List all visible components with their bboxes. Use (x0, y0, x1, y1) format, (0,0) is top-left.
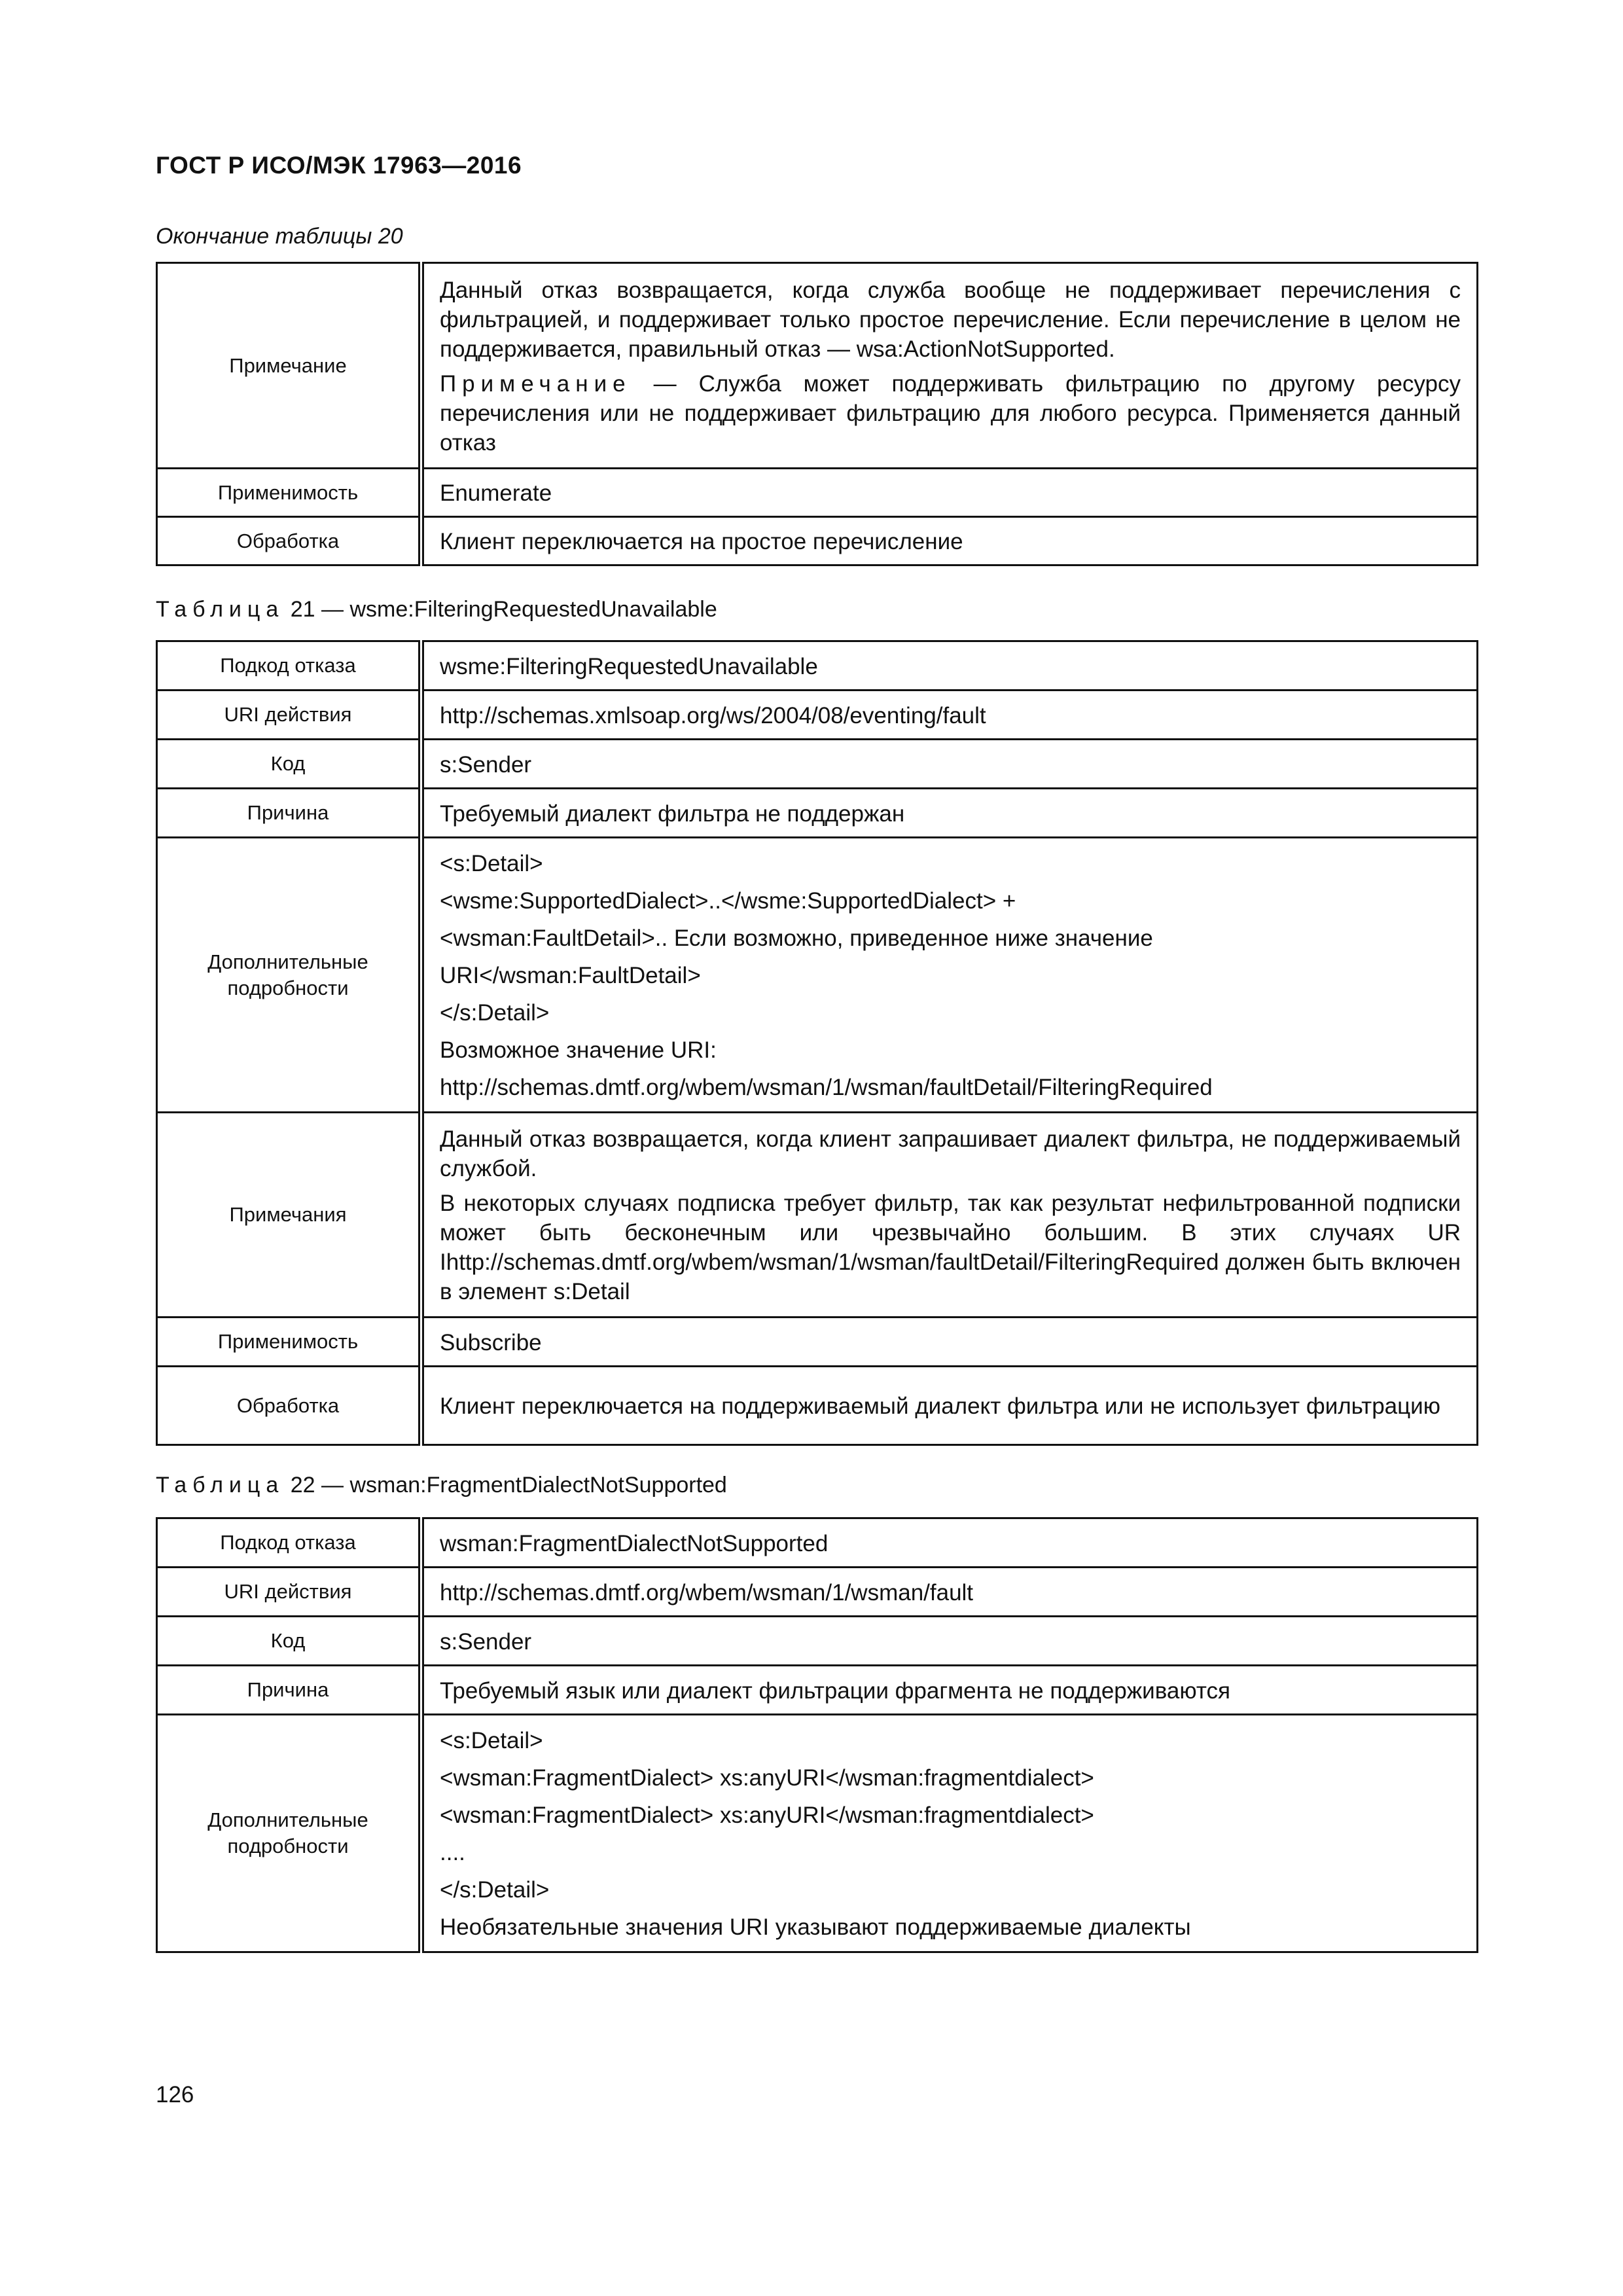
detail-line: </s:Detail> (440, 1000, 550, 1026)
row-label: Дополнительные подробности (157, 1715, 421, 1952)
table-row (157, 1666, 1478, 1715)
page-number: 126 (156, 2082, 194, 2108)
table-row (157, 1568, 1478, 1617)
notes-paragraph: В некоторых случаях подписка требует фильтр, так как результат нефильтрованной подписки может быть бесконечным или чрезвычайно большим. В этих случаях UR Ihttp://schemas.dmtf.org/wbem/wsman/1/wsman/faultDetail/FilteringRequired должен быть включен в элемент s:Detail (440, 1191, 1461, 1304)
table-22-caption (156, 1473, 727, 1498)
table-21 (156, 640, 1478, 1446)
table-20-continuation-caption: Окончание таблицы 20 (156, 224, 403, 249)
row-value (421, 1113, 1478, 1318)
table-row (157, 1518, 1478, 1568)
row-value (421, 838, 1478, 1113)
detail-line: </s:Detail> (440, 1877, 550, 1903)
detail-line: <wsman:FragmentDialect> xs:anyURI</wsman:fragmentdialect> (440, 1803, 1094, 1828)
row-value: Клиент переключается на поддерживаемый диалект фильтра или не использует фильтрацию (421, 1367, 1478, 1445)
detail-line: <s:Detail> (440, 851, 543, 876)
row-label: Примечания (157, 1113, 421, 1318)
row-value: Требуемый язык или диалект фильтрации фрагмента не поддерживаются (421, 1666, 1478, 1715)
table-row (157, 1617, 1478, 1666)
document-code-header: ГОСТ Р ИСО/МЭК 17963—2016 (156, 152, 522, 179)
row-label: Причина (157, 1666, 421, 1715)
caption-title: 22 — wsman:FragmentDialectNotSupported (284, 1473, 727, 1498)
detail-line: .... (440, 1840, 465, 1865)
row-value: wsman:FragmentDialectNotSupported (421, 1518, 1478, 1568)
row-label: URI действия (157, 691, 421, 740)
table-22 (156, 1517, 1478, 1953)
notes-paragraph: Данный отказ возвращается, когда клиент запрашивает диалект фильтра, не поддерживаемый службой. (440, 1126, 1461, 1181)
row-value: s:Sender (421, 740, 1478, 789)
row-label: URI действия (157, 1568, 421, 1617)
row-value: s:Sender (421, 1617, 1478, 1666)
table-row (157, 1715, 1478, 1952)
row-value: http://schemas.xmlsoap.org/ws/2004/08/eventing/fault (421, 691, 1478, 740)
row-label: Обработка (157, 517, 421, 565)
detail-line: <wsme:SupportedDialect>..</wsme:SupportedDialect> + (440, 888, 1016, 914)
note-word: Примечание (440, 370, 632, 397)
note-paragraph: Данный отказ возвращается, когда служба вообще не поддерживает перечисления с фильтрацией, и поддерживает только простое перечисление. Если перечисление в целом не поддерживается, правильный отказ — wsa:ActionNotSupported. (440, 277, 1461, 362)
table-row (157, 1318, 1478, 1367)
table-row (157, 641, 1478, 691)
row-label: Обработка (157, 1367, 421, 1445)
row-label: Подкод отказа (157, 641, 421, 691)
table-21-caption (156, 597, 717, 622)
row-value (421, 1715, 1478, 1952)
row-label: Код (157, 740, 421, 789)
note-text: — Служба может поддерживать фильтрацию по другому ресурсу перечисления или не поддерживает фильтрацию для любого ресурса. Применяется данный отказ (440, 370, 1461, 456)
detail-line: <wsman:FaultDetail>.. Если возможно, приведенное ниже значение (440, 925, 1153, 951)
table-row (157, 740, 1478, 789)
row-label: Применимость (157, 1318, 421, 1367)
table-row (157, 517, 1478, 565)
row-value: wsme:FilteringRequestedUnavailable (421, 641, 1478, 691)
table-20 (156, 262, 1478, 566)
row-value: Требуемый диалект фильтра не поддержан (421, 789, 1478, 838)
table-row (157, 789, 1478, 838)
row-label: Причина (157, 789, 421, 838)
detail-line: <s:Detail> (440, 1728, 543, 1753)
table-row (157, 469, 1478, 517)
note-paragraph (440, 369, 1461, 457)
detail-line: Необязательные значения URI указывают поддерживаемые диалекты (440, 1914, 1191, 1940)
row-label: Дополнительные подробности (157, 838, 421, 1113)
row-label: Применимость (157, 469, 421, 517)
row-value: Enumerate (421, 469, 1478, 517)
caption-prefix: Таблица (156, 597, 285, 622)
row-value (421, 263, 1478, 469)
table-row (157, 263, 1478, 469)
table-row (157, 1113, 1478, 1318)
detail-line: http://schemas.dmtf.org/wbem/wsman/1/wsman/faultDetail/FilteringRequired (440, 1075, 1213, 1100)
row-value: Клиент переключается на простое перечисление (421, 517, 1478, 565)
row-value: http://schemas.dmtf.org/wbem/wsman/1/wsman/fault (421, 1568, 1478, 1617)
row-value: Subscribe (421, 1318, 1478, 1367)
row-label: Подкод отказа (157, 1518, 421, 1568)
row-label: Код (157, 1617, 421, 1666)
table-row (157, 691, 1478, 740)
caption-title: 21 — wsme:FilteringRequestedUnavailable (284, 597, 717, 622)
table-row (157, 1367, 1478, 1445)
row-label: Примечание (157, 263, 421, 469)
detail-line: Возможное значение URI: (440, 1037, 717, 1063)
caption-prefix: Таблица (156, 1473, 285, 1498)
table-row (157, 838, 1478, 1113)
detail-line: <wsman:FragmentDialect> xs:anyURI</wsman:fragmentdialect> (440, 1765, 1094, 1791)
detail-line: URI</wsman:FaultDetail> (440, 963, 701, 988)
